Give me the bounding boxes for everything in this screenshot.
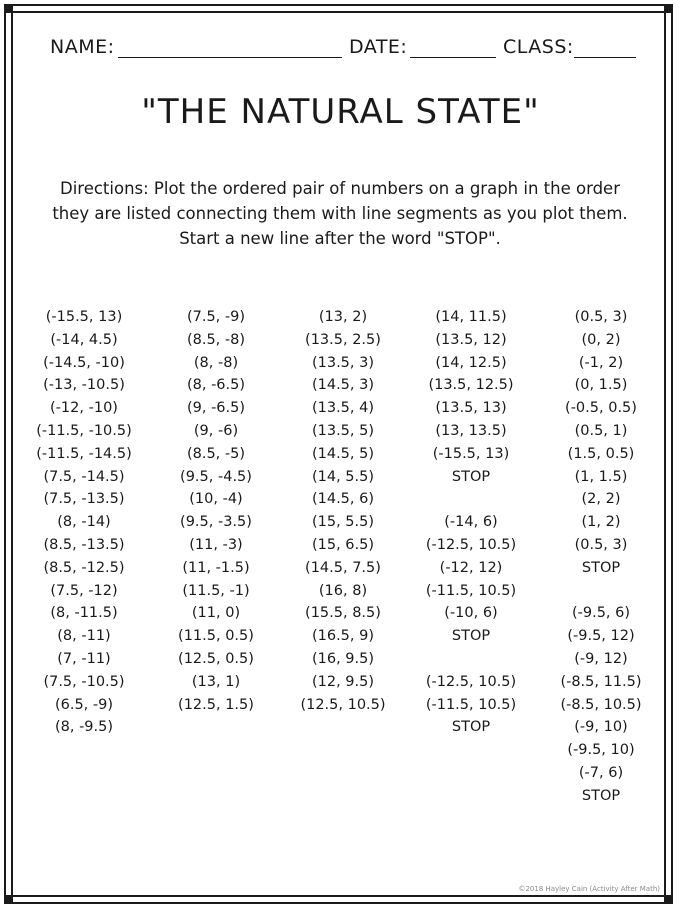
ordered-pair: (15.5, 8.5): [305, 605, 381, 622]
stop-marker: STOP: [451, 628, 491, 645]
coordinate-column: [19, 306, 149, 739]
ordered-pair: (13.5, 4): [311, 400, 375, 417]
name-blank[interactable]: [118, 57, 342, 58]
stop-marker: STOP: [451, 719, 491, 736]
class-blank[interactable]: [574, 57, 636, 58]
ordered-pair: (-12, 12): [439, 559, 503, 576]
ordered-pair: (-8.5, 11.5): [560, 673, 642, 690]
ordered-pair: (-10, 6): [444, 605, 498, 622]
ordered-pair: (8, -9.5): [54, 719, 114, 736]
ordered-pair: (-9.5, 10): [567, 742, 635, 759]
ordered-pair: (-14.5, -10): [43, 354, 125, 371]
coordinate-column: [151, 306, 281, 716]
ordered-pair: (13, 2): [318, 309, 368, 325]
ordered-pair: (0, 2): [581, 331, 621, 348]
ordered-pair: (8, -11): [57, 628, 111, 645]
ordered-pair: (-9, 10): [574, 719, 628, 736]
ordered-pair: (0.5, 3): [574, 536, 628, 553]
ordered-pair: (13.5, 5): [311, 422, 375, 439]
name-label: NAME:: [50, 36, 115, 58]
ordered-pair: (8.5, -5): [186, 445, 246, 462]
ordered-pair: (1.5, 0.5): [567, 445, 635, 462]
spacer: [536, 580, 666, 603]
spacer: [406, 648, 536, 671]
ordered-pair: (-14, 4.5): [50, 331, 118, 348]
stop-marker: STOP: [581, 787, 621, 804]
ordered-pair: (-7, 6): [578, 764, 624, 781]
ordered-pair: (14.5, 3): [311, 377, 375, 394]
ordered-pair: (7.5, -12): [50, 582, 118, 599]
corner-square: [4, 895, 13, 904]
ordered-pair: (0.5, 3): [574, 309, 628, 325]
ordered-pair: (1, 2): [581, 514, 621, 531]
date-label: DATE:: [349, 36, 408, 58]
ordered-pair: (-12, -10): [50, 400, 118, 417]
ordered-pair: (-1, 2): [578, 354, 624, 371]
ordered-pair: (11, -3): [189, 536, 243, 553]
ordered-pair: (-12.5, 10.5): [425, 536, 517, 553]
ordered-pair: (16, 9.5): [311, 650, 375, 667]
ordered-pair: (15, 6.5): [311, 536, 375, 553]
ordered-pair: (13, 1): [191, 673, 241, 690]
ordered-pair: (14.5, 6): [311, 491, 375, 508]
ordered-pair: (-12.5, 10.5): [425, 673, 517, 690]
ordered-pair: (11, 0): [191, 605, 241, 622]
ordered-pair: (-11.5, -14.5): [36, 445, 132, 462]
ordered-pair: (11.5, 0.5): [178, 628, 254, 645]
corner-square: [664, 4, 673, 13]
directions-line: they are listed connecting them with line segments as you plot them.: [52, 204, 628, 223]
ordered-pair: (-9, 12): [574, 650, 628, 667]
ordered-pair: (-9.5, 12): [567, 628, 635, 645]
ordered-pair: (0.5, 1): [574, 422, 628, 439]
ordered-pair: (14, 5.5): [311, 468, 375, 485]
ordered-pair: (14.5, 5): [311, 445, 375, 462]
ordered-pair: (13.5, 2.5): [305, 331, 381, 348]
ordered-pair: (14.5, 7.5): [305, 559, 381, 576]
ordered-pair: (7.5, -13.5): [43, 491, 125, 508]
ordered-pair: (16, 8): [318, 582, 368, 599]
ordered-pair: (-11.5, 10.5): [425, 582, 517, 599]
coordinate-column: [536, 306, 666, 808]
ordered-pair: (16.5, 9): [311, 628, 375, 645]
page-title: "THE NATURAL STATE": [141, 92, 540, 132]
ordered-pair: (-15.5, 13): [45, 309, 123, 325]
ordered-pair: (13.5, 13): [435, 400, 507, 417]
ordered-pair: (8, -11.5): [50, 605, 118, 622]
ordered-pair: (-11.5, -10.5): [36, 422, 132, 439]
ordered-pair: (14, 11.5): [435, 309, 507, 325]
ordered-pair: (-14, 6): [444, 514, 498, 531]
ordered-pair: (12, 9.5): [311, 673, 375, 690]
ordered-pair: (11.5, -1): [182, 582, 250, 599]
date-blank[interactable]: [410, 57, 496, 58]
ordered-pair: (12.5, 10.5): [300, 696, 386, 713]
ordered-pair: (9, -6.5): [186, 400, 246, 417]
ordered-pair: (8.5, -8): [186, 331, 246, 348]
ordered-pair: (14, 12.5): [435, 354, 507, 371]
directions-line: Directions: Plot the ordered pair of numbers on a graph in the order: [59, 179, 620, 198]
ordered-pair: (0, 1.5): [574, 377, 628, 394]
ordered-pair: (13, 13.5): [435, 422, 507, 439]
stop-marker: STOP: [451, 468, 491, 485]
ordered-pair: (13.5, 12.5): [428, 377, 514, 394]
spacer: [406, 488, 536, 511]
header-fields: [50, 36, 640, 66]
directions: [20, 176, 660, 251]
corner-square: [664, 895, 673, 904]
ordered-pair: (8.5, -13.5): [43, 536, 125, 553]
ordered-pair: (-13, -10.5): [43, 377, 125, 394]
ordered-pair: (8, -14): [57, 514, 111, 531]
ordered-pair: (7, -11): [57, 650, 111, 667]
ordered-pair: (-15.5, 13): [432, 445, 510, 462]
ordered-pair: (-0.5, 0.5): [565, 400, 637, 417]
ordered-pair: (-9.5, 6): [571, 605, 631, 622]
ordered-pair: (10, -4): [189, 491, 243, 508]
ordered-pair: (-11.5, 10.5): [425, 696, 517, 713]
ordered-pair: (8, -8): [193, 354, 239, 371]
ordered-pair: (9.5, -3.5): [180, 514, 252, 531]
coordinate-column: [278, 306, 408, 716]
ordered-pair: (1, 1.5): [574, 468, 628, 485]
ordered-pair: (7.5, -9): [186, 309, 246, 325]
class-label: CLASS:: [503, 36, 574, 58]
coordinate-column: [406, 306, 536, 739]
ordered-pair: (9.5, -4.5): [180, 468, 252, 485]
ordered-pair: (8.5, -12.5): [43, 559, 125, 576]
ordered-pair: (12.5, 0.5): [178, 650, 254, 667]
directions-line: Start a new line after the word "STOP".: [179, 229, 501, 248]
ordered-pair: (7.5, -14.5): [43, 468, 125, 485]
ordered-pair: (15, 5.5): [311, 514, 375, 531]
ordered-pair: (-8.5, 10.5): [560, 696, 642, 713]
ordered-pair: (13.5, 12): [435, 331, 507, 348]
ordered-pair: (9, -6): [193, 422, 239, 439]
ordered-pair: (11, -1.5): [182, 559, 250, 576]
ordered-pair: (7.5, -10.5): [43, 673, 125, 690]
ordered-pair: (12.5, 1.5): [178, 696, 254, 713]
ordered-pair: (8, -6.5): [186, 377, 246, 394]
corner-square: [4, 4, 13, 13]
ordered-pair: (13.5, 3): [311, 354, 375, 371]
ordered-pair: (6.5, -9): [54, 696, 114, 713]
copyright-text: ©2018 Hayley Cain (Activity After Math): [518, 885, 660, 893]
stop-marker: STOP: [581, 559, 621, 576]
ordered-pair: (2, 2): [581, 491, 621, 508]
